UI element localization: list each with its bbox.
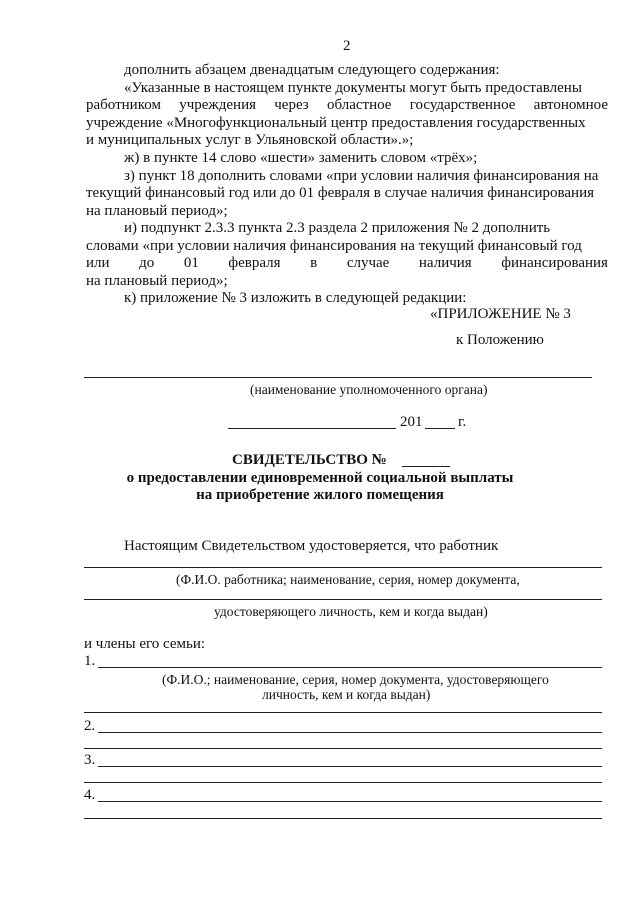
worker-caption-1: (Ф.И.О. работника; наименование, серия, номер документа, xyxy=(176,572,520,587)
date-year: 201 xyxy=(400,414,423,430)
member-number-2: 2. xyxy=(84,718,96,734)
worker-caption-2: удостоверяющего личность, кем и когда выдан) xyxy=(214,604,488,619)
word: 01 xyxy=(183,255,199,271)
amendment-line-4: учреждение «Многофункциональный центр предоставления государственных xyxy=(86,115,586,131)
member-line-3[interactable] xyxy=(98,766,602,767)
word: учреждения xyxy=(179,97,256,113)
member-number-3: 3. xyxy=(84,752,96,768)
certificate-title: СВИДЕТЕЛЬСТВО № xyxy=(232,452,387,468)
member-line-2[interactable] xyxy=(98,732,602,733)
amendment-line-7: з) пункт 18 дополнить словами «при условии наличия финансирования на xyxy=(124,168,599,184)
member-line-1[interactable] xyxy=(98,667,602,668)
family-label: и члены его семьи: xyxy=(84,636,206,652)
word: работником xyxy=(86,97,161,113)
word: или xyxy=(86,255,110,271)
certificate-subtitle-2: на приобретение жилого помещения xyxy=(196,487,444,503)
year-line[interactable] xyxy=(425,428,455,429)
member-number-4: 4. xyxy=(84,787,96,803)
certificate-intro: Настоящим Свидетельством удостоверяется, что работник xyxy=(124,538,499,554)
worker-line-1[interactable] xyxy=(84,567,602,568)
word: в xyxy=(310,255,318,271)
date-suffix: г. xyxy=(458,414,467,430)
member-line-1b[interactable] xyxy=(84,712,602,713)
date-line[interactable] xyxy=(228,428,396,429)
word: через xyxy=(274,97,309,113)
appendix-subtitle: к Положению xyxy=(456,332,544,348)
member-line-4[interactable] xyxy=(98,801,602,802)
word: государственное xyxy=(409,97,516,113)
amendment-line-3 xyxy=(86,97,608,114)
word: наличия xyxy=(418,255,472,271)
amendment-line-2: «Указанные в настоящем пункте документы могут быть предоставлены xyxy=(124,80,582,96)
authority-caption: (наименование уполномоченного органа) xyxy=(250,382,488,397)
member-caption-1: (Ф.И.О.; наименование, серия, номер документа, удостоверяющего xyxy=(162,672,549,687)
word: февраля xyxy=(228,255,281,271)
word: до xyxy=(139,255,155,271)
member-number-1: 1. xyxy=(84,653,96,669)
word: областное xyxy=(326,97,392,113)
member-line-2b[interactable] xyxy=(84,748,602,749)
certificate-subtitle-1: о предоставлении единовременной социальной выплаты xyxy=(126,470,514,486)
amendment-line-12 xyxy=(86,255,608,272)
member-line-3b[interactable] xyxy=(84,782,602,783)
amendment-line-13: на плановый период»; xyxy=(86,273,228,289)
amendment-line-9: на плановый период»; xyxy=(86,203,228,219)
word: автономное xyxy=(533,97,608,113)
page-number: 2 xyxy=(343,38,351,54)
appendix-title: «ПРИЛОЖЕНИЕ № 3 xyxy=(430,306,571,322)
amendment-line-6: ж) в пункте 14 слово «шести» заменить словом «трёх»; xyxy=(124,150,478,166)
certificate-number-line[interactable] xyxy=(402,466,450,467)
worker-line-2[interactable] xyxy=(84,599,602,600)
amendment-line-1: дополнить абзацем двенадцатым следующего содержания: xyxy=(124,62,500,78)
member-caption-2: личность, кем и когда выдан) xyxy=(262,687,431,702)
amendment-line-11: словами «при условии наличия финансирования на текущий финансовый год xyxy=(86,238,582,254)
amendment-line-5: и муниципальных услуг в Ульяновской области».»; xyxy=(86,132,414,148)
amendment-line-10: и) подпункт 2.3.3 пункта 2.3 раздела 2 приложения № 2 дополнить xyxy=(124,220,551,236)
word: случае xyxy=(346,255,390,271)
authority-name-line[interactable] xyxy=(84,377,592,378)
amendment-line-14: к) приложение № 3 изложить в следующей редакции: xyxy=(124,290,467,306)
member-line-4b[interactable] xyxy=(84,818,602,819)
word: финансирования xyxy=(501,255,608,271)
amendment-line-8: текущий финансовый год или до 01 февраля в случае наличия финансирования xyxy=(86,185,595,201)
